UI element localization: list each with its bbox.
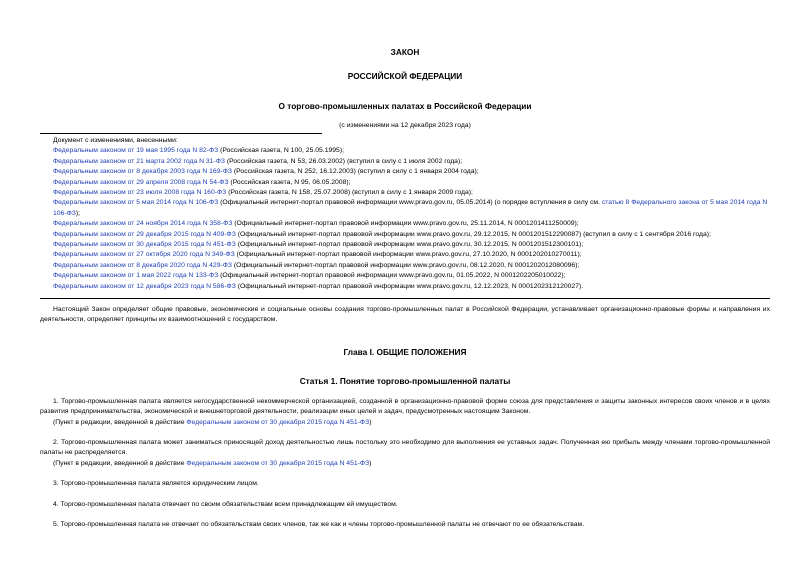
divider-top [40,133,322,134]
amendment-link[interactable]: Федеральным законом от 12 декабря 2023 года N 586-ФЗ [53,282,236,290]
article-reference-link[interactable]: статью 8 Федерального закона от 5 мая 2014 года N 106-ФЗ [53,199,768,217]
list-item: Федеральным законом от 12 декабря 2023 года N 586-ФЗ (Официальный интернет-портал правовой информации www.pravo.gov.ru, 12.12.2023, N 0001202312120027). [53,282,584,290]
amendment-link[interactable]: Федеральным законом от 8 декабря 2020 года N 429-ФЗ [53,261,233,269]
list-item: Федеральным законом от 1 мая 2022 года N 133-ФЗ (Официальный интернет-портал правовой информации www.pravo.gov.ru, 01.05.2022, N 0001202205010022); [53,272,566,280]
amendment-note-link[interactable]: Федеральным законом от 30 декабря 2015 года N 451-ФЗ [186,460,370,467]
amendment-link[interactable]: Федеральным законом от 30 декабря 2015 года N 451-ФЗ [53,241,236,249]
list-item: Федеральным законом от 24 ноября 2014 года N 358-ФЗ (Официальный интернет-портал правовой информации www.pravo.gov.ru, 25.11.2014, N 0001201411250009); [53,220,579,228]
article-paragraph-4: 4. Торгово-промышленная палата отвечает по своим обязательствам всем принадлежащим ей имуществом. [53,501,398,508]
amendment-link[interactable]: Федеральным законом от 29 декабря 2015 года N 409-ФЗ [53,230,236,238]
doc-title-country: РОССИЙСКОЙ ФЕДЕРАЦИИ [347,71,463,81]
amendment-link[interactable]: Федеральным законом от 24 ноября 2014 года N 358-ФЗ [53,220,233,228]
list-item: Федеральным законом от 5 мая 2014 года N 106-ФЗ (Официальный интернет-портал правовой информации www.pravo.gov.ru, 05.05.2014) (о порядке вступления в силу см. статью 8 Федерального закона от 5 мая 2014 года N 106-ФЗ); [53,199,768,217]
doc-title-law: ЗАКОН [390,47,420,57]
list-item: Федеральным законом от 8 декабря 2003 года N 169-ФЗ (Российская газета, N 252, 16.12.2003) (вступил в силу с 1 января 2004 года); [53,168,479,176]
list-item: Федеральным законом от 23 июля 2008 года N 160-ФЗ (Российская газета, N 158, 25.07.2008) (вступил в силу с 1 января 2009 года); [53,189,473,197]
list-item: Федеральным законом от 8 декабря 2020 года N 429-ФЗ (Официальный интернет-портал правовой информации www.pravo.gov.ru, 08.12.2020, N 0001202012080096); [53,261,580,269]
divider-bottom [40,298,770,299]
list-item: Федеральным законом от 29 декабря 2015 года N 409-ФЗ (Официальный интернет-портал правовой информации www.pravo.gov.ru, 29.12.2015, N 0001201512290087) (вступил в силу с 1 сентября 2016 года); [53,230,711,238]
preamble-paragraph: Настоящий Закон определяет общие правовые, экономические и социальные основы создания торгово-промышленных палат в Российской Федерации, устанавливает организационно-правовые формы и направления их деятельности, определяет принципы их взаимоотношений с государством. [40,306,770,324]
article-heading: Статья 1. Понятие торгово-промышленной палаты [299,376,511,386]
amendment-link[interactable]: Федеральным законом от 27 октября 2020 года N 349-ФЗ [53,251,235,259]
amendment-link[interactable]: Федеральным законом от 21 марта 2002 года N 31-ФЗ [53,157,225,165]
article-paragraph-3: 3. Торгово-промышленная палата является юридическим лицом. [53,480,259,487]
amendment-link[interactable]: Федеральным законом от 19 мая 1995 года N 82-ФЗ [53,147,219,155]
amendment-link[interactable]: Федеральным законом от 23 июля 2008 года N 160-ФЗ [53,189,227,197]
amendment-link[interactable]: Федеральным законом от 1 мая 2022 года N 133-ФЗ [53,272,219,280]
doc-edition-note: (с изменениями на 12 декабря 2023 года) [339,122,471,129]
article-paragraph-2: 2. Торгово-промышленная палата может заниматься приносящей доход деятельностью лишь постольку это необходимо для выполнения ее уставных задач. Полученная ею прибыль между членами торгово-промышленной палаты не распределяется. [40,439,770,457]
amendment-link[interactable]: Федеральным законом от 8 декабря 2003 года N 169-ФЗ [53,168,233,176]
list-item: Федеральным законом от 29 апреля 2008 года N 54-ФЗ (Российская газета, N 95, 06.05.2008); [53,178,351,186]
article-paragraph-5: 5. Торгово-промышленная палата не отвечает по обязательствам своих членов, так же как и члены торгово-промышленной палаты не отвечают по ее обязательствам. [53,521,585,528]
list-item: Федеральным законом от 30 декабря 2015 года N 451-ФЗ (Официальный интернет-портал правовой информации www.pravo.gov.ru, 30.12.2015, N 0001201512300101); [53,241,584,249]
article-paragraph-1: 1. Торгово-промышленная палата является негосударственной некоммерческой организацией, созданной в организационно-правовой форме союза для представления и защиты законных интересов своих членов и в целях развития предпринимательства, экономической и внешнеторговой деятельности, реализации иных целей и задач, предусмотренных настоящим Законом. [40,398,770,416]
chapter-heading: Глава I. ОБЩИЕ ПОЛОЖЕНИЯ [343,347,467,357]
amendments-heading: Документ с изменениями, внесенными: [53,137,178,144]
amendment-note-2: (Пункт в редакции, введенной в действие Федеральным законом от 30 декабря 2015 года N 451-ФЗ) [53,460,372,467]
list-item: Федеральным законом от 21 марта 2002 года N 31-ФЗ (Российская газета, N 53, 26.03.2002) (вступил в силу с 1 июля 2002 года); [53,157,463,165]
doc-title-subject: О торгово-промышленных палатах в Российской Федерации [278,101,532,111]
amendment-note-link[interactable]: Федеральным законом от 30 декабря 2015 года N 451-ФЗ [186,419,370,426]
list-item: Федеральным законом от 19 мая 1995 года N 82-ФЗ (Российская газета, N 100, 25.05.1995); [53,147,344,155]
amendment-link[interactable]: Федеральным законом от 5 мая 2014 года N 106-ФЗ [53,199,219,207]
list-item: Федеральным законом от 27 октября 2020 года N 349-ФЗ (Официальный интернет-портал правовой информации www.pravo.gov.ru, 27.10.2020, N 0001202010270011); [53,251,582,259]
amendment-link[interactable]: Федеральным законом от 29 апреля 2008 года N 54-ФЗ [53,178,229,186]
amendment-note-1: (Пункт в редакции, введенной в действие Федеральным законом от 30 декабря 2015 года N 451-ФЗ) [53,419,372,426]
amendments-list [40,136,770,292]
